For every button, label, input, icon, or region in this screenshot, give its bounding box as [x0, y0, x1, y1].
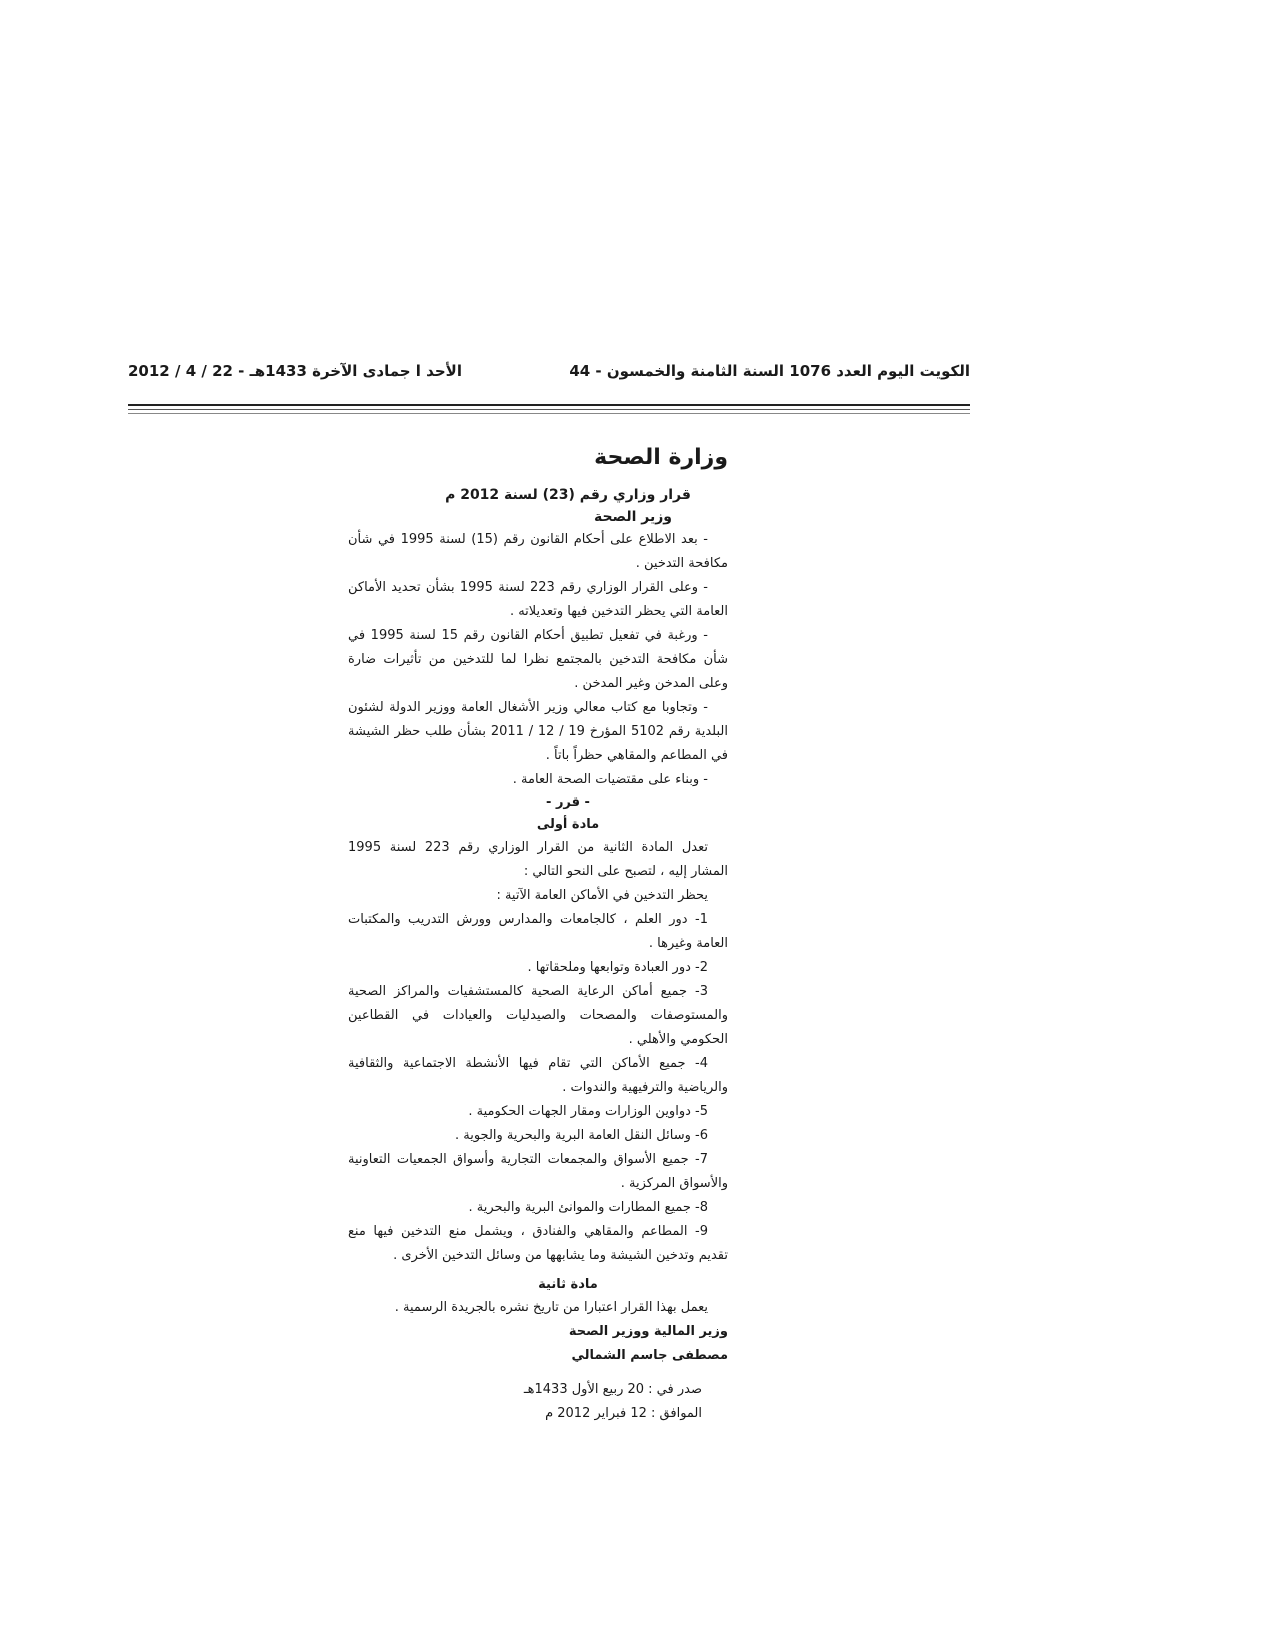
ministry-name: وزارة الصحة [594, 445, 728, 470]
article-1-item: 5- دواوين الوزارات ومقار الجهات الحكومية . [468, 1104, 708, 1119]
article-1-item: 7- جميع الأسواق والمجمعات التجارية وأسواق الجمعيات التعاونية والأسواق المركزية . [348, 1152, 728, 1191]
article-1-lead: يحظر التدخين في الأماكن العامة الآتية : [496, 888, 708, 903]
decided-heading: - قرر - [546, 795, 590, 810]
article-1-item: 9- المطاعم والمقاهي والفنادق ، ويشمل منع التدخين فيها منع تقديم وتدخين الشيشة وما يشابهها من وسائل التدخين الأخرى . [348, 1224, 728, 1263]
preamble-item: - بعد الاطلاع على أحكام القانون رقم (15) لسنة 1995 في شأن مكافحة التدخين . [348, 532, 728, 571]
article-1-item: 8- جميع المطارات والموانئ البرية والبحرية . [468, 1200, 708, 1215]
header-rule-thin [128, 409, 970, 410]
preamble-item: - وتجاوبا مع كتاب معالي وزير الأشغال العامة ووزير الدولة لشئون البلدية رقم 5102 المؤرخ 19 / 12 / 2011 بشأن طلب حظر الشيشة في المطاعم والمقاهي حظراً باتاً . [348, 700, 728, 763]
decision-title: قرار وزاري رقم (23) لسنة 2012 م [445, 487, 691, 503]
page-header [128, 362, 970, 392]
header-date: الأحد ا جمادى الآخرة 1433هـ - 22 / 4 / 2012 [128, 362, 462, 380]
article-1-item: 6- وسائل النقل العامة البرية والبحرية والجوية . [454, 1128, 708, 1143]
header-issue-info: الكويت اليوم العدد 1076 السنة الثامنة والخمسون - 44 [569, 362, 970, 380]
article-1-item: 1- دور العلم ، كالجامعات والمدارس وورش التدريب والمكتبات العامة وغيرها . [348, 912, 728, 951]
minister-heading: وزير الصحة [593, 509, 672, 525]
preamble-item: - وبناء على مقتضيات الصحة العامة . [512, 772, 708, 787]
article-1-item: 2- دور العبادة وتوابعها وملحقاتها . [527, 960, 708, 975]
article-2-text: يعمل بهذا القرار اعتبارا من تاريخ نشره بالجريدة الرسمية . [394, 1300, 708, 1315]
preamble-item: - وعلى القرار الوزاري رقم 223 لسنة 1995 بشأن تحديد الأماكن العامة التي يحظر التدخين فيها وتعديلاته . [348, 580, 728, 619]
signatory-name: مصطفى جاسم الشمالي [571, 1348, 728, 1363]
header-rule-dotted [128, 413, 970, 414]
decision-column [348, 444, 728, 1426]
issued-date-hijri: صدر في : 20 ربيع الأول 1433هـ [523, 1382, 702, 1397]
article-1-item: 4- جميع الأماكن التي تقام فيها الأنشطة الاجتماعية والثقافية والرياضية والترفيهية والندوات . [348, 1056, 728, 1095]
issued-date-gregorian: الموافق : 12 فبراير 2012 م [545, 1406, 702, 1421]
signatory-title: وزير المالية ووزير الصحة [568, 1324, 728, 1339]
article-1-item: 3- جميع أماكن الرعاية الصحية كالمستشفيات والمراكز الصحية والمستوصفات والمصحات والصيدليات والعيادات في القطاعين الحكومي والأهلي . [348, 984, 728, 1047]
article-2-title: مادة ثانية [538, 1277, 598, 1292]
header-rule [128, 404, 970, 406]
preamble-item: - ورغبة في تفعيل تطبيق أحكام القانون رقم 15 لسنة 1995 في شأن مكافحة التدخين بالمجتمع نظرا لما للتدخين من تأثيرات ضارة وعلى المدخن وغير المدخن . [348, 628, 728, 691]
article-1-intro: تعدل المادة الثانية من القرار الوزاري رقم 223 لسنة 1995 المشار إليه ، لتصبح على النحو التالي : [348, 840, 728, 879]
article-1-title: مادة أولى [536, 817, 600, 832]
